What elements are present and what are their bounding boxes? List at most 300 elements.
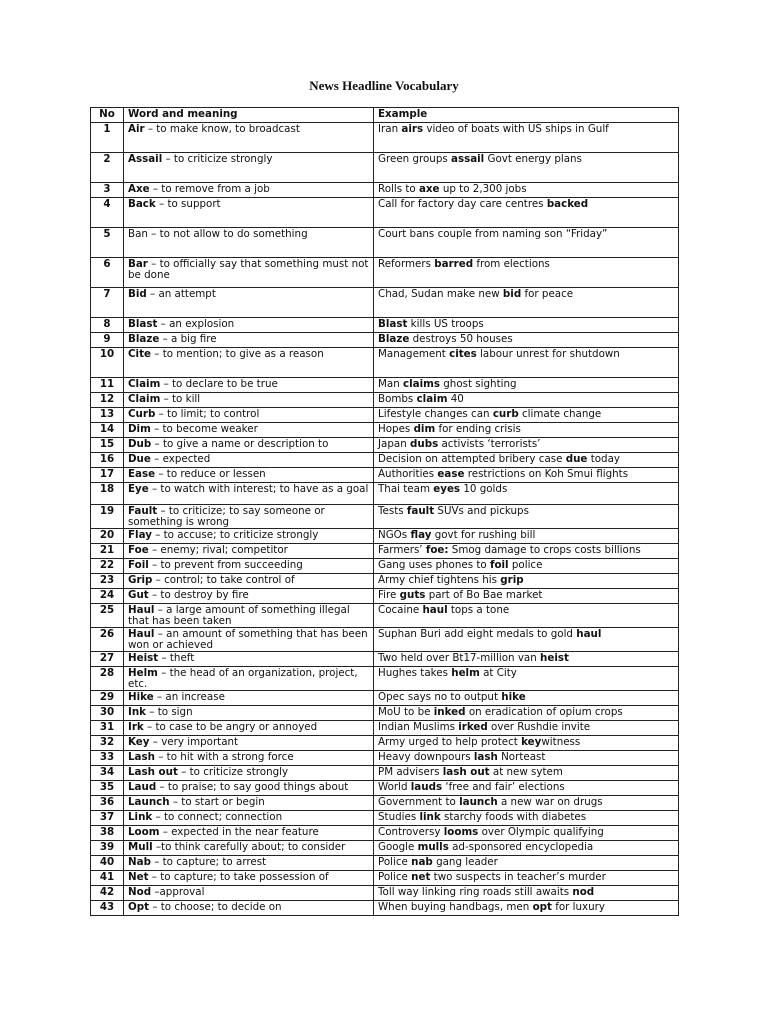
word-and-meaning [124,544,374,559]
example-headline [374,378,679,393]
example-headline [374,318,679,333]
word-and-meaning [124,841,374,856]
example-headline [374,559,679,574]
example-keyword: grip [500,574,524,586]
row-number: 12 [91,393,124,408]
table-row [91,691,679,706]
header-example: Example [374,108,679,123]
row-number: 3 [91,183,124,198]
example-keyword: dim [413,423,436,435]
example-keyword: lash [473,751,498,763]
example-text: ‘free and fair’ elections [442,781,565,793]
vocab-word: Key [128,736,150,748]
example-text: Authorities [378,468,438,480]
example-keyword: launch [459,796,498,808]
vocab-meaning: – to limit; to control [155,408,260,420]
table-row [91,198,679,228]
vocab-meaning: – to choose; to decide on [149,901,282,913]
example-text: Hughes takes [378,667,452,679]
vocab-meaning: – to remove from a job [149,183,270,195]
word-and-meaning [124,721,374,736]
table-row [91,348,679,378]
row-number: 38 [91,826,124,841]
vocab-meaning: – to sign [146,706,193,718]
example-keyword: fault [406,505,435,517]
example-headline [374,604,679,628]
vocab-meaning: – a large amount of something illegal that has been taken [128,604,350,627]
table-row [91,604,679,628]
vocab-meaning: – to criticize strongly [177,766,289,778]
example-headline [374,408,679,423]
example-text: for ending crisis [435,423,521,435]
row-number: 19 [91,505,124,529]
example-headline [374,258,679,288]
word-and-meaning [124,826,374,841]
table-header-row [91,108,679,123]
vocab-meaning: – an amount of something that has been won or achieved [128,628,368,651]
row-number: 26 [91,628,124,652]
example-text: Police [378,856,412,868]
row-number: 27 [91,652,124,667]
vocab-meaning: – to destroy by fire [148,589,249,601]
word-and-meaning [124,574,374,589]
vocab-word: Foil [128,559,149,571]
vocab-meaning: – enemy; rival; competitor [148,544,288,556]
example-keyword: irked [458,721,488,733]
example-text: kills US troops [407,318,484,330]
table-row [91,628,679,652]
row-number: 14 [91,423,124,438]
example-headline [374,856,679,871]
document-title: News Headline Vocabulary [309,78,459,93]
vocab-meaning: – to become weaker [150,423,258,435]
vocab-word: Haul [128,628,155,640]
row-number: 15 [91,438,124,453]
row-number: 23 [91,574,124,589]
example-headline [374,505,679,529]
table-row [91,153,679,183]
vocab-word: Axe [128,183,150,195]
vocab-word: Claim [128,393,161,405]
example-text: a new war on drugs [497,796,603,808]
vocab-word: Net [128,871,149,883]
table-row [91,667,679,691]
example-keyword: lash out [442,766,490,778]
example-text: Govt energy plans [484,153,582,165]
row-number: 36 [91,796,124,811]
vocab-word: Dub [128,438,152,450]
vocab-meaning: – to officially say that something must not be done [128,258,369,281]
word-and-meaning [124,393,374,408]
example-keyword: Blaze [378,333,410,345]
table-row [91,796,679,811]
word-and-meaning [124,348,374,378]
header-no: No [91,108,124,123]
vocab-word: Blaze [128,333,160,345]
table-row [91,751,679,766]
row-number: 35 [91,781,124,796]
example-text: activists ‘terrorists’ [438,438,541,450]
vocab-word: Opt [128,901,150,913]
word-and-meaning [124,628,374,652]
example-text: NGOs [378,529,411,541]
row-number: 9 [91,333,124,348]
vocab-meaning: – an explosion [157,318,235,330]
vocab-word: Nod [128,886,152,898]
table-row [91,574,679,589]
example-text: Suphan Buri add eight medals to gold [378,628,577,640]
vocab-word: Mull [128,841,153,853]
example-headline [374,871,679,886]
word-and-meaning [124,408,374,423]
row-number: 21 [91,544,124,559]
word-and-meaning [124,423,374,438]
example-keyword: flay [410,529,432,541]
example-headline [374,781,679,796]
example-text: at City [479,667,517,679]
vocab-meaning: – to support [155,198,221,210]
vocab-word: Flay [128,529,152,541]
example-text: PM advisers [378,766,443,778]
row-number: 31 [91,721,124,736]
example-text: 10 golds [460,483,508,495]
word-and-meaning [124,123,374,153]
word-and-meaning [124,886,374,901]
vocab-meaning: – expected [150,453,211,465]
example-headline [374,483,679,505]
example-text: part of Bo Bae market [425,589,543,601]
vocab-word: Air [128,123,145,135]
vocab-word: Cite [128,348,151,360]
row-number: 25 [91,604,124,628]
row-number: 4 [91,198,124,228]
vocab-word: Assail [128,153,163,165]
vocab-word: Link [128,811,153,823]
table-row [91,468,679,483]
vocab-word: Ease [128,468,156,480]
table-body [91,123,679,916]
table-row [91,505,679,529]
vocab-word: Nab [128,856,151,868]
example-text: Government to [378,796,460,808]
table-row [91,483,679,505]
table-row [91,438,679,453]
table-row [91,871,679,886]
example-keyword: foe: [425,544,449,556]
vocab-word: Heist [128,652,159,664]
example-keyword: nod [572,886,595,898]
vocab-word: Launch [128,796,170,808]
example-text: for peace [521,288,574,300]
row-number: 13 [91,408,124,423]
table-row [91,393,679,408]
vocabulary-table [90,107,679,916]
example-keyword: link [419,811,441,823]
example-keyword: assail [451,153,485,165]
vocab-meaning: – to reduce or lessen [155,468,266,480]
example-headline [374,393,679,408]
word-and-meaning [124,901,374,916]
example-text: Reformers [378,258,435,270]
example-text: Lifestyle changes can [378,408,493,420]
row-number: 28 [91,667,124,691]
vocab-word: Helm [128,667,158,679]
example-text: police [508,559,543,571]
word-and-meaning [124,258,374,288]
example-text: Police [378,871,412,883]
example-text: climate change [518,408,602,420]
example-text: Cocaine [378,604,423,616]
example-text: Controversy [378,826,444,838]
word-and-meaning [124,483,374,505]
row-number: 32 [91,736,124,751]
example-text: Army chief tightens his [378,574,501,586]
example-headline [374,736,679,751]
example-keyword: dubs [410,438,439,450]
word-and-meaning [124,856,374,871]
example-headline [374,228,679,258]
vocab-word: Grip [128,574,153,586]
example-text: Japan [378,438,410,450]
vocab-word: Fault [128,505,158,517]
word-and-meaning [124,796,374,811]
example-text: When buying handbags, men [378,901,533,913]
row-number: 7 [91,288,124,318]
word-and-meaning [124,811,374,826]
row-number: 24 [91,589,124,604]
vocab-word: Lash [128,751,155,763]
example-keyword: axe [418,183,440,195]
table-row [91,529,679,544]
vocab-meaning: – to mention; to give as a reason [151,348,324,360]
table-row [91,706,679,721]
word-and-meaning [124,751,374,766]
example-text: Army urged to help protect [378,736,522,748]
example-keyword: opt [532,901,552,913]
row-number: 29 [91,691,124,706]
example-headline [374,468,679,483]
row-number: 42 [91,886,124,901]
vocab-word: Ink [128,706,147,718]
example-headline [374,886,679,901]
row-number: 43 [91,901,124,916]
example-text: govt for rushing bill [431,529,536,541]
table-row [91,901,679,916]
vocab-meaning: – a big fire [159,333,217,345]
table-row [91,841,679,856]
example-text: Toll way linking ring roads still awaits [378,886,573,898]
vocab-meaning: –to think carefully about; to consider [152,841,346,853]
vocab-meaning: – to criticize strongly [162,153,273,165]
vocab-meaning: – to criticize; to say someone or something is wrong [128,505,325,528]
example-text: two suspects in teacher’s murder [430,871,606,883]
example-keyword: Blast [378,318,408,330]
word-and-meaning [124,318,374,333]
example-headline [374,766,679,781]
example-headline [374,706,679,721]
example-keyword: mulls [417,841,449,853]
example-keyword: helm [451,667,480,679]
word-and-meaning [124,378,374,393]
vocab-word: Foe [128,544,149,556]
example-text: Management [378,348,450,360]
row-number: 11 [91,378,124,393]
vocab-word: Bar [128,258,148,270]
table-row [91,736,679,751]
word-and-meaning [124,529,374,544]
example-keyword: foil [489,559,509,571]
row-number: 39 [91,841,124,856]
table-row [91,423,679,438]
example-text: from elections [473,258,550,270]
example-text: restrictions on Koh Smui flights [464,468,629,480]
table-row [91,258,679,288]
row-number: 2 [91,153,124,183]
example-keyword: curb [492,408,519,420]
vocab-meaning: – to capture; to arrest [150,856,267,868]
vocab-word: Due [128,453,151,465]
example-text: Studies [378,811,420,823]
word-and-meaning [124,505,374,529]
example-headline [374,841,679,856]
example-headline [374,811,679,826]
example-headline [374,796,679,811]
row-number: 20 [91,529,124,544]
example-keyword: airs [401,123,424,135]
example-text: Man [378,378,403,390]
example-headline [374,574,679,589]
example-keyword: hike [501,691,526,703]
example-headline [374,423,679,438]
example-headline [374,123,679,153]
vocab-word: Laud [128,781,157,793]
example-headline [374,721,679,736]
example-headline [374,438,679,453]
table-row [91,318,679,333]
vocab-word: Lash out [128,766,178,778]
example-keyword: haul [576,628,602,640]
vocab-meaning: – to accuse; to criticize strongly [151,529,319,541]
example-headline [374,628,679,652]
example-text: Tests [378,505,407,517]
word-and-meaning [124,736,374,751]
vocab-meaning: – to capture; to take possession of [148,871,329,883]
word-and-meaning [124,667,374,691]
example-keyword: guts [399,589,426,601]
example-text: over Rushdie invite [487,721,591,733]
table-row [91,333,679,348]
table-row [91,856,679,871]
word-and-meaning [124,691,374,706]
vocab-meaning: – to watch with interest; to have as a goal [148,483,369,495]
example-text: starchy foods with diabetes [440,811,587,823]
example-text: on eradication of opium crops [465,706,623,718]
vocab-meaning: – the head of an organization, project, etc. [128,667,358,690]
vocab-meaning: Ban – to not allow to do something [128,228,308,240]
vocab-meaning: – to give a name or description to [151,438,329,450]
row-number: 6 [91,258,124,288]
word-and-meaning [124,198,374,228]
vocab-meaning: – expected in the near feature [159,826,319,838]
example-text: Google [378,841,418,853]
example-text: Chad, Sudan make new [378,288,503,300]
row-number: 5 [91,228,124,258]
vocab-meaning: – to hit with a strong force [154,751,294,763]
example-headline [374,667,679,691]
example-text: 40 [447,393,464,405]
vocab-word: Loom [128,826,160,838]
vocab-meaning: – to connect; connection [152,811,283,823]
vocab-word: Gut [128,589,149,601]
word-and-meaning [124,183,374,198]
example-text: at new sytem [489,766,563,778]
example-text: Call for factory day care centres [378,198,547,210]
table-row [91,886,679,901]
example-keyword: cites [449,348,477,360]
example-keyword: ease [437,468,465,480]
vocab-meaning: – to praise; to say good things about [156,781,349,793]
vocab-meaning: – to start or begin [169,796,265,808]
vocab-meaning: – control; to take control of [152,574,295,586]
table-row [91,559,679,574]
row-number: 10 [91,348,124,378]
table-row [91,183,679,198]
row-number: 37 [91,811,124,826]
example-keyword: bid [502,288,522,300]
example-headline [374,198,679,228]
row-number: 30 [91,706,124,721]
table-row [91,228,679,258]
word-and-meaning [124,228,374,258]
row-number: 17 [91,468,124,483]
vocab-meaning: –approval [151,886,205,898]
example-headline [374,544,679,559]
example-text: destroys 50 houses [409,333,513,345]
vocab-word: Irk [128,721,144,733]
example-text: Opec says no to output [378,691,502,703]
example-keyword: due [565,453,588,465]
word-and-meaning [124,652,374,667]
word-and-meaning [124,766,374,781]
example-keyword: claims [403,378,440,390]
word-and-meaning [124,438,374,453]
row-number: 1 [91,123,124,153]
example-headline [374,589,679,604]
table-row [91,781,679,796]
word-and-meaning [124,589,374,604]
vocab-word: Haul [128,604,155,616]
example-keyword: looms [443,826,479,838]
example-text: Indian Muslims [378,721,459,733]
table-row [91,123,679,153]
example-keyword: backed [546,198,589,210]
vocab-word: Back [128,198,156,210]
example-text: today [587,453,620,465]
word-and-meaning [124,153,374,183]
table-row [91,589,679,604]
table-row [91,652,679,667]
row-number: 40 [91,856,124,871]
table-row [91,378,679,393]
table-row [91,826,679,841]
vocab-word: Claim [128,378,161,390]
example-headline [374,751,679,766]
header-word: Word and meaning [124,108,374,123]
example-headline [374,453,679,468]
example-headline [374,348,679,378]
example-keyword: nab [411,856,433,868]
example-keyword: barred [434,258,474,270]
